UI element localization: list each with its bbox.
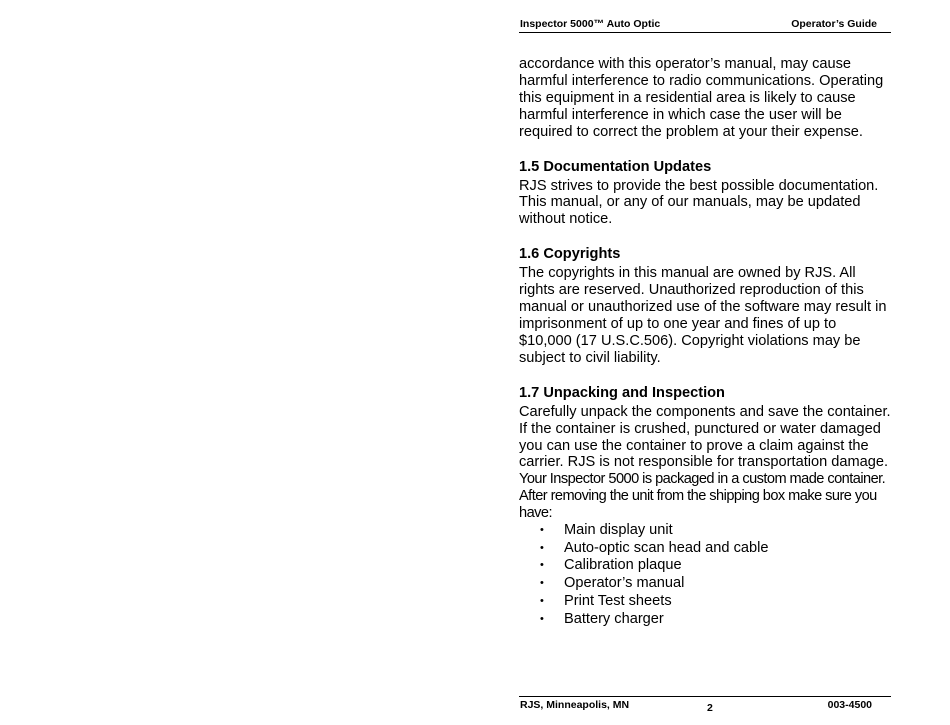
bullet-icon: • [540,524,544,537]
section-heading-copyrights: 1.6 Copyrights [519,246,621,263]
page-header [519,18,891,33]
bullet-icon: • [540,612,544,625]
header-product-title: Inspector 5000™ Auto Optic [520,18,661,30]
header-guide-title: Operator’s Guide [791,18,877,30]
section-heading-unpacking: 1.7 Unpacking and Inspection [519,384,725,401]
bullet-icon: • [540,541,544,554]
unpacking-paragraph: Carefully unpack the components and save the container. If the container is crushed, punctured or water damaged you can use the container to prove a claim against the carrier. RJS is not responsible for transportation damage. [519,403,891,471]
footer-company: RJS, Minneapolis, MN [520,699,630,711]
doc-updates-paragraph: RJS strives to provide the best possible documentation. This manual, or any of our manuals, may be updated without notice. [519,177,879,228]
page-footer [519,696,891,717]
bullet-icon: • [540,577,544,590]
intro-paragraph: accordance with this operator’s manual, may cause harmful interference to radio communications. Operating this equipment in a residential area is likely to cause harmful interference in which case the user will be required to correct the problem at your their expense. [519,56,884,140]
page-body [519,56,891,628]
manual-page [519,0,892,725]
page-number: 2 [707,702,713,714]
list-item: • Auto-optic scan head and cable [540,539,769,556]
list-item: • Print Test sheets [540,592,672,609]
packaging-paragraph: Your Inspector 5000 is packaged in a custom made container. After removing the unit from the shipping box make sure you have: [519,471,886,522]
section-heading-doc-updates: 1.5 Documentation Updates [519,158,712,175]
footer-document-number: 003-4500 [827,699,872,711]
list-item: • Battery charger [540,610,664,627]
list-item: • Main display unit [540,522,673,539]
list-item: • Calibration plaque [540,557,682,574]
bullet-icon: • [540,594,544,607]
bullet-icon: • [540,559,544,572]
contents-list [519,522,891,628]
copyrights-paragraph: The copyrights in this manual are owned by RJS. All rights are reserved. Unauthorized reproduction of this manual or unauthorized use of the software may result in imprisonment of up to one year and fines of up to $10,000 (17 U.S.C.506). Copyright violations may be subject to civil liability. [519,265,887,366]
list-item: • Operator’s manual [540,575,685,592]
